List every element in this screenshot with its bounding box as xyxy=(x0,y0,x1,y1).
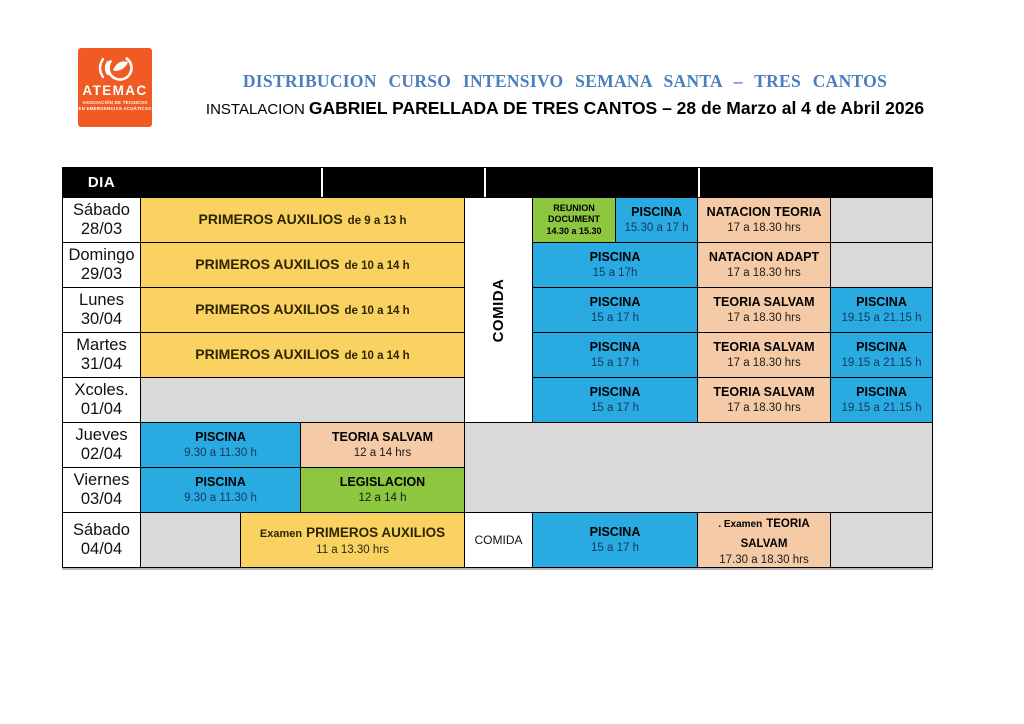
activity-time: de 10 a 14 h xyxy=(344,350,410,363)
cell-primeros-auxilios xyxy=(141,243,465,288)
day-name: Martes xyxy=(76,335,127,354)
activity-time: 17 a 18.30 hrs xyxy=(727,311,801,324)
activity-time: 12 a 14 hrs xyxy=(353,446,412,459)
activity-time: 17 a 18.30 hrs xyxy=(727,221,801,234)
doc-title: DISTRIBUCION CURSO INTENSIVO SEMANA SANTA – TRES CANTOS xyxy=(242,71,888,91)
cell-empty xyxy=(831,243,933,288)
activity-time: de 10 a 14 h xyxy=(344,305,410,318)
comida-vertical-label: COMIDA xyxy=(490,278,507,342)
cell-empty xyxy=(141,378,465,423)
day-name: Sábado xyxy=(73,520,130,539)
cell-piscina xyxy=(533,243,698,288)
day-cell xyxy=(63,468,141,513)
cell-natacion-adapt xyxy=(698,243,831,288)
subtitle-name: GABRIEL PARELLADA DE TRES CANTOS – 28 de Marzo al 4 de Abril 2026 xyxy=(308,98,925,118)
activity-line xyxy=(141,210,464,229)
cell-piscina xyxy=(831,333,933,378)
activity-time: 15 a 17 h xyxy=(591,541,639,554)
activity-time: 17.30 a 18.30 hrs xyxy=(719,554,809,566)
day-cell xyxy=(63,333,141,378)
cell-piscina xyxy=(616,198,698,243)
activity-title: TEORIA SALVAM xyxy=(740,518,810,550)
cell-piscina xyxy=(831,288,933,333)
day-date: 31/04 xyxy=(80,355,123,373)
cell-piscina xyxy=(533,333,698,378)
activity-title: PRIMEROS AUXILIOS xyxy=(195,301,340,318)
activity-time: 17 a 18.30 hrs xyxy=(727,401,801,414)
cell-comida-vertical xyxy=(465,198,533,423)
activity-line xyxy=(141,345,464,364)
day-date: 29/03 xyxy=(80,265,123,283)
day-name: Jueves xyxy=(75,425,128,444)
activity-time: de 9 a 13 h xyxy=(347,215,407,228)
cell-empty xyxy=(831,513,933,568)
logo-tagline-line1: ASOCIACIÓN DE TÉCNICOS xyxy=(82,99,148,105)
activity-line: 14.30 a 15.30 xyxy=(546,225,602,236)
activity-line xyxy=(141,300,464,319)
activity-time: 15 a 17 h xyxy=(591,401,639,414)
comida-label: COMIDA xyxy=(474,533,523,548)
activity-title: PRIMEROS AUXILIOS xyxy=(195,346,340,363)
activity-title: PISCINA xyxy=(589,295,641,309)
cell-piscina xyxy=(831,378,933,423)
activity-title: TEORIA SALVAM xyxy=(331,430,434,444)
cell-empty xyxy=(533,198,616,243)
activity-time: 11 a 13.30 hrs xyxy=(316,544,389,556)
activity-title: NATACION TEORIA xyxy=(706,205,822,219)
activity-title: PISCINA xyxy=(856,295,907,309)
subtitle-prefix: INSTALACION xyxy=(205,101,305,118)
day-cell xyxy=(63,243,141,288)
day-date: 28/03 xyxy=(80,220,123,238)
activity-title: PRIMEROS AUXILIOS xyxy=(198,211,343,228)
day-date: 04/04 xyxy=(80,540,123,559)
header-bar xyxy=(141,168,933,198)
activity-title: NATACION ADAPT xyxy=(708,250,820,264)
cell-piscina xyxy=(533,513,698,568)
activity-time: 12 a 14 h xyxy=(358,491,407,504)
cell-empty xyxy=(141,513,241,568)
exam-label: . Examen xyxy=(718,519,763,530)
day-cell xyxy=(63,288,141,333)
header-row xyxy=(63,168,933,198)
day-date: 03/04 xyxy=(80,490,123,508)
cell-piscina xyxy=(533,288,698,333)
activity-time: 15 a 17h xyxy=(592,266,638,279)
logo-tagline-line2: EN EMERGENCIAS ACUÁTICAS xyxy=(78,105,152,111)
activity-title: PISCINA xyxy=(195,475,246,489)
atemac-logo xyxy=(78,48,152,127)
activity-title: TEORIA SALVAM xyxy=(713,385,815,399)
cell-primeros-auxilios xyxy=(141,198,465,243)
schedule-table xyxy=(62,167,933,568)
cell-teoria-salvam xyxy=(698,378,831,423)
activity-title: PISCINA xyxy=(589,340,641,354)
activity-title: PISCINA xyxy=(589,525,641,540)
day-cell xyxy=(63,423,141,468)
cell-legislacion xyxy=(301,468,465,513)
cell-piscina xyxy=(533,378,698,423)
table-row xyxy=(63,513,933,568)
day-name: Xcoles. xyxy=(74,380,129,399)
cell-piscina xyxy=(141,423,301,468)
cell-teoria-salvam xyxy=(698,333,831,378)
activity-time: de 10 a 14 h xyxy=(344,260,410,273)
activity-time: 19.15 a 21.15 h xyxy=(841,311,922,324)
header-separator xyxy=(484,168,486,197)
activity-time: 17 a 18.30 hrs xyxy=(727,356,801,369)
cell-empty xyxy=(465,423,933,513)
activity-time: 15 a 17 h xyxy=(591,356,639,369)
activity-time: 15.30 a 17 h xyxy=(624,221,689,234)
header-separator xyxy=(321,168,323,197)
activity-line: REUNION xyxy=(553,203,595,214)
doc-heading xyxy=(170,71,960,119)
cell-comida xyxy=(465,513,533,568)
cell-empty xyxy=(831,198,933,243)
exam-label: Examen xyxy=(259,528,303,540)
activity-title: PISCINA xyxy=(856,385,907,399)
day-cell xyxy=(63,198,141,243)
activity-title: TEORIA SALVAM xyxy=(713,295,815,309)
activity-title: PRIMEROS AUXILIOS xyxy=(195,256,340,273)
cell-primeros-auxilios xyxy=(241,513,465,568)
day-date: 01/04 xyxy=(80,400,123,418)
day-name: Domingo xyxy=(68,245,135,264)
logo-org-name: ATEMAC xyxy=(82,83,148,98)
activity-line xyxy=(141,255,464,274)
day-cell xyxy=(63,378,141,423)
activity-line xyxy=(241,523,464,543)
cell-teoria-salvam xyxy=(698,288,831,333)
activity-title: PISCINA xyxy=(589,250,641,264)
activity-line xyxy=(698,513,830,553)
activity-time: 19.15 a 21.15 h xyxy=(841,401,922,414)
activity-time: 15 a 17 h xyxy=(591,311,639,324)
activity-title: PISCINA xyxy=(631,205,682,219)
day-date: 02/04 xyxy=(80,445,123,463)
table-row xyxy=(63,198,933,243)
day-name: Lunes xyxy=(79,290,124,309)
day-date: 30/04 xyxy=(80,310,123,328)
day-name: Sábado xyxy=(73,200,130,219)
logo-emblem-icon xyxy=(92,53,138,83)
activity-title: PRIMEROS AUXILIOS xyxy=(306,525,446,540)
day-cell xyxy=(63,513,141,568)
cell-teoria-salvam xyxy=(698,513,831,568)
logo-tagline xyxy=(78,100,152,112)
activity-title: PISCINA xyxy=(589,385,641,399)
header-corner-dia: DIA xyxy=(63,168,141,198)
day-name: Viernes xyxy=(73,470,130,489)
cell-primeros-auxilios xyxy=(141,333,465,378)
schedule-body xyxy=(63,168,933,568)
activity-time: 9.30 a 11.30 h xyxy=(184,491,257,504)
activity-time: 17 a 18.30 hrs xyxy=(727,266,801,279)
activity-title: PISCINA xyxy=(856,340,907,354)
cell-primeros-auxilios xyxy=(141,288,465,333)
header-separator xyxy=(698,168,700,197)
activity-title: LEGISLACION xyxy=(339,475,426,489)
activity-title: PISCINA xyxy=(195,430,246,444)
activity-time: 9.30 a 11.30 h xyxy=(184,446,257,459)
table-row xyxy=(63,423,933,468)
cell-teoria-salvam xyxy=(301,423,465,468)
activity-time: 19.15 a 21.15 h xyxy=(841,356,922,369)
doc-subtitle xyxy=(170,98,960,119)
activity-line: DOCUMENT xyxy=(548,214,600,225)
cell-piscina xyxy=(141,468,301,513)
cell-natacion-teoria xyxy=(698,198,831,243)
activity-title: TEORIA SALVAM xyxy=(713,340,815,354)
